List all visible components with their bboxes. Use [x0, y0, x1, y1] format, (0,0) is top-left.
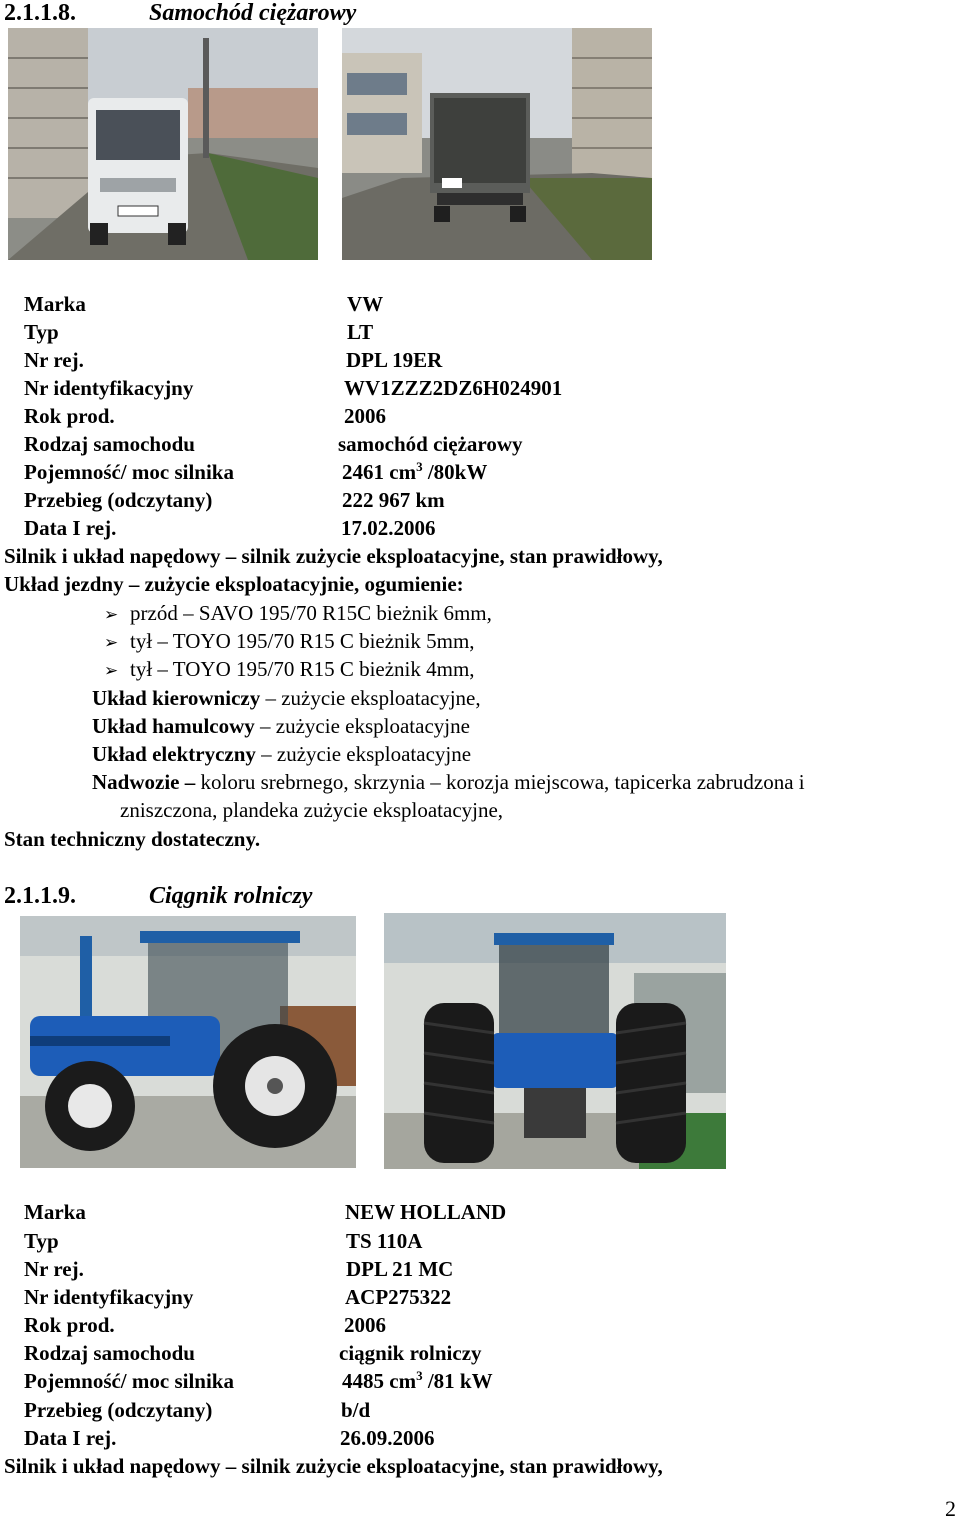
spec-value: 2006	[344, 1313, 386, 1337]
section-number: 2.1.1.8.	[4, 0, 76, 26]
spec-label: Pojemność/ moc silnika	[24, 460, 234, 484]
spec-label: Rodzaj samochodu	[24, 432, 195, 456]
spec-label: Przebieg (odczytany)	[24, 1398, 213, 1422]
spec-value: samochód ciężarowy	[338, 432, 523, 456]
spec-value: LT	[347, 320, 374, 344]
section-title: Ciągnik rolniczy	[149, 883, 313, 909]
spec-value: DPL 21 MC	[346, 1257, 454, 1281]
truck-nadwozie-line-2: zniszczona, plandeka zużycie eksploatacyjne,	[120, 798, 504, 822]
spec-label: Nr identyfikacyjny	[24, 1285, 194, 1309]
spec-value: 2006	[344, 404, 386, 428]
spec-label: Rok prod.	[24, 1313, 115, 1337]
spec-value: ciągnik rolniczy	[339, 1341, 482, 1365]
tractor-side-photo	[20, 916, 356, 1168]
spec-label: Marka	[24, 1200, 86, 1224]
spec-value: DPL 19ER	[346, 348, 443, 372]
spec-value: NEW HOLLAND	[345, 1200, 507, 1224]
arrow-bullet-icon: ➢	[104, 633, 119, 652]
truck-stan-line: Stan techniczny dostateczny.	[4, 827, 261, 851]
truck-silnik-line: Silnik i układ napędowy – silnik zużycie eksploatacyjne, stan prawidłowy,	[4, 544, 663, 568]
spec-label: Typ	[24, 320, 59, 344]
spec-label: Przebieg (odczytany)	[24, 488, 213, 512]
tire-item: ➢ tył – TOYO 195/70 R15 C bieżnik 4mm,	[104, 655, 475, 685]
spec-label: Nr rej.	[24, 1257, 84, 1281]
truck-front-photo	[8, 28, 318, 260]
spec-label: Marka	[24, 292, 86, 316]
tractor-silnik-line: Silnik i układ napędowy – silnik zużycie eksploatacyjne, stan prawidłowy,	[4, 1454, 663, 1478]
tractor-rear-photo	[384, 913, 726, 1169]
spec-value: 26.09.2006	[340, 1426, 435, 1450]
spec-label: Data I rej.	[24, 1426, 117, 1450]
truck-jezdny-line: Układ jezdny – zużycie eksploatacyjnie, ogumienie:	[4, 572, 464, 596]
truck-elek-line: Układ elektryczny – zużycie eksploatacyjne	[92, 742, 472, 766]
truck-kier-line: Układ kierowniczy – zużycie eksploatacyjne,	[92, 686, 481, 710]
page-number: 2	[945, 1496, 956, 1521]
spec-label: Data I rej.	[24, 516, 117, 540]
arrow-bullet-icon: ➢	[104, 605, 119, 624]
truck-rear-photo	[342, 28, 652, 260]
spec-value: WV1ZZZ2DZ6H024901	[344, 376, 563, 400]
truck-ham-line: Układ hamulcowy – zużycie eksploatacyjne	[92, 714, 470, 738]
spec-label: Nr identyfikacyjny	[24, 376, 194, 400]
section-heading-tractor	[4, 883, 312, 910]
spec-value: 4485 $cm^3$ /81 kW	[342, 1368, 493, 1393]
spec-value: 222 967 km	[342, 488, 445, 512]
spec-value: TS 110A	[346, 1229, 423, 1253]
spec-label: Rodzaj samochodu	[24, 1341, 195, 1365]
spec-value: b/d	[341, 1398, 371, 1422]
section-title: Samochód ciężarowy	[149, 0, 357, 26]
truck-nadwozie-line: Nadwozie – koloru srebrnego, skrzynia – korozja miejscowa, tapicerka zabrudzona i	[92, 770, 805, 794]
spec-label: Nr rej.	[24, 348, 84, 372]
spec-label: Rok prod.	[24, 404, 115, 428]
spec-value: VW	[347, 292, 384, 316]
spec-label: Pojemność/ moc silnika	[24, 1369, 234, 1393]
spec-value: 2461 $cm^3$ /80kW	[342, 459, 488, 484]
spec-value: 17.02.2006	[341, 516, 436, 540]
spec-label: Typ	[24, 1229, 59, 1253]
section-heading-truck	[4, 0, 356, 27]
spec-value: ACP275322	[345, 1285, 452, 1309]
section-number: 2.1.1.9.	[4, 883, 76, 909]
arrow-bullet-icon: ➢	[104, 661, 119, 680]
tire-item: ➢ tył – TOYO 195/70 R15 C bieżnik 5mm,	[104, 627, 475, 657]
tire-item: ➢ przód – SAVO 195/70 R15C bieżnik 6mm,	[104, 599, 492, 629]
